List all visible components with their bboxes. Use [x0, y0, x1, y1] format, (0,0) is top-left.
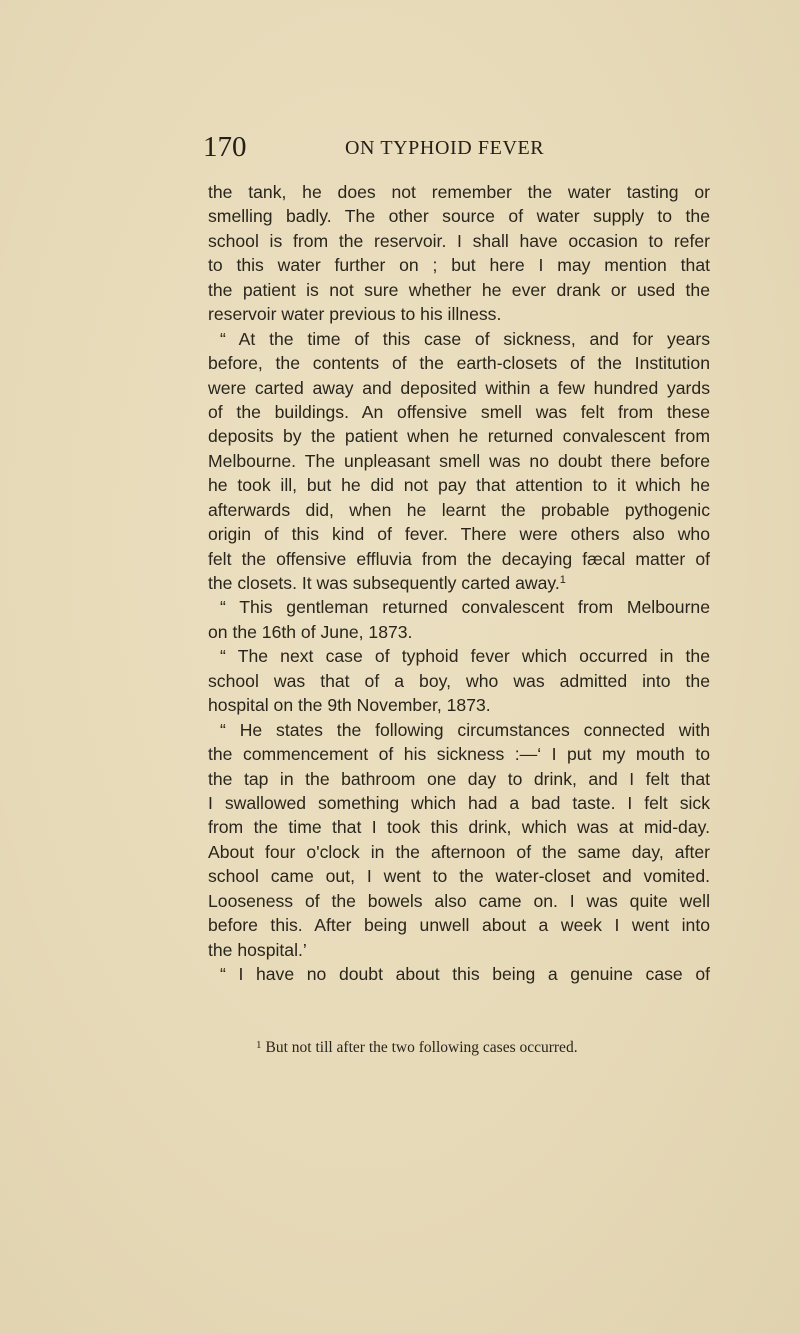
text-line: “ This gentleman returned convalescent from Melbourne: [220, 597, 710, 618]
text-line: reservoir water previous to his illness.: [208, 304, 502, 325]
text-line: school is from the reservoir. I shall have occasion to refer: [208, 230, 710, 251]
text-line: of the buildings. An offensive smell was felt from these: [208, 401, 710, 422]
text-line: hospital on the 9th November, 1873.: [208, 695, 491, 716]
text-line: Melbourne. The unpleasant smell was no doubt there before: [208, 450, 710, 471]
text-line: About four o'clock in the afternoon of the same day, after: [208, 841, 710, 862]
running-title: ON TYPHOID FEVER: [345, 137, 545, 159]
text-line: school came out, I went to the water-closet and vomited.: [208, 866, 710, 887]
page-number: 170: [203, 131, 247, 163]
text-line: before, the contents of the earth-closets of the Institution: [208, 353, 710, 374]
text-line: smelling badly. The other source of water supply to the: [208, 206, 710, 227]
text-line: afterwards did, when he learnt the probable pythogenic: [208, 499, 710, 520]
text-line: “ I have no doubt about this being a genuine case of: [220, 964, 710, 984]
footnote-mark: 1: [256, 1039, 262, 1051]
text-line: school was that of a boy, who was admitted into the: [208, 670, 710, 691]
text-line: the tap in the bathroom one day to drink, and I felt that: [208, 768, 710, 789]
text-line: to this water further on ; but here I may mention that: [208, 255, 710, 276]
body-text: [208, 180, 710, 986]
text-line: Looseness of the bowels also came on. I was quite well: [208, 890, 710, 911]
footnote: [256, 1034, 696, 1059]
footnote-text: But not till after the two following cases occurred.: [265, 1039, 578, 1056]
text-line: from the time that I took this drink, which was at mid-day.: [208, 817, 710, 838]
text-line: the hospital.’: [208, 939, 307, 960]
text-line: the tank, he does not remember the water tasting or: [208, 182, 710, 202]
text-line: he took ill, but he did not pay that attention to it which he: [208, 475, 710, 496]
text-line: the commencement of his sickness :—‘ I put my mouth to: [208, 744, 710, 765]
text-line: before this. After being unwell about a week I went into: [208, 915, 710, 936]
text-line: the patient is not sure whether he ever drank or used the: [208, 279, 710, 300]
text-line: “ The next case of typhoid fever which occurred in the: [220, 646, 710, 667]
text-line: on the 16th of June, 1873.: [208, 621, 413, 642]
text-line: were carted away and deposited within a few hundred yards: [208, 377, 710, 398]
footnote-reference: 1: [559, 574, 566, 586]
text-line-with-footnote: [208, 571, 710, 595]
text-line: deposits by the patient when he returned convalescent from: [208, 426, 710, 447]
text-line: “ At the time of this case of sickness, and for years: [220, 328, 710, 349]
text-line: I swallowed something which had a bad taste. I felt sick: [208, 792, 710, 813]
text-line: the closets. It was subsequently carted away.: [208, 573, 560, 593]
text-line: felt the offensive effluvia from the decaying fæcal matter of: [208, 548, 710, 569]
text-line: “ He states the following circumstances connected with: [220, 719, 710, 740]
text-line: origin of this kind of fever. There were others also who: [208, 524, 710, 545]
page-header: [203, 128, 603, 168]
